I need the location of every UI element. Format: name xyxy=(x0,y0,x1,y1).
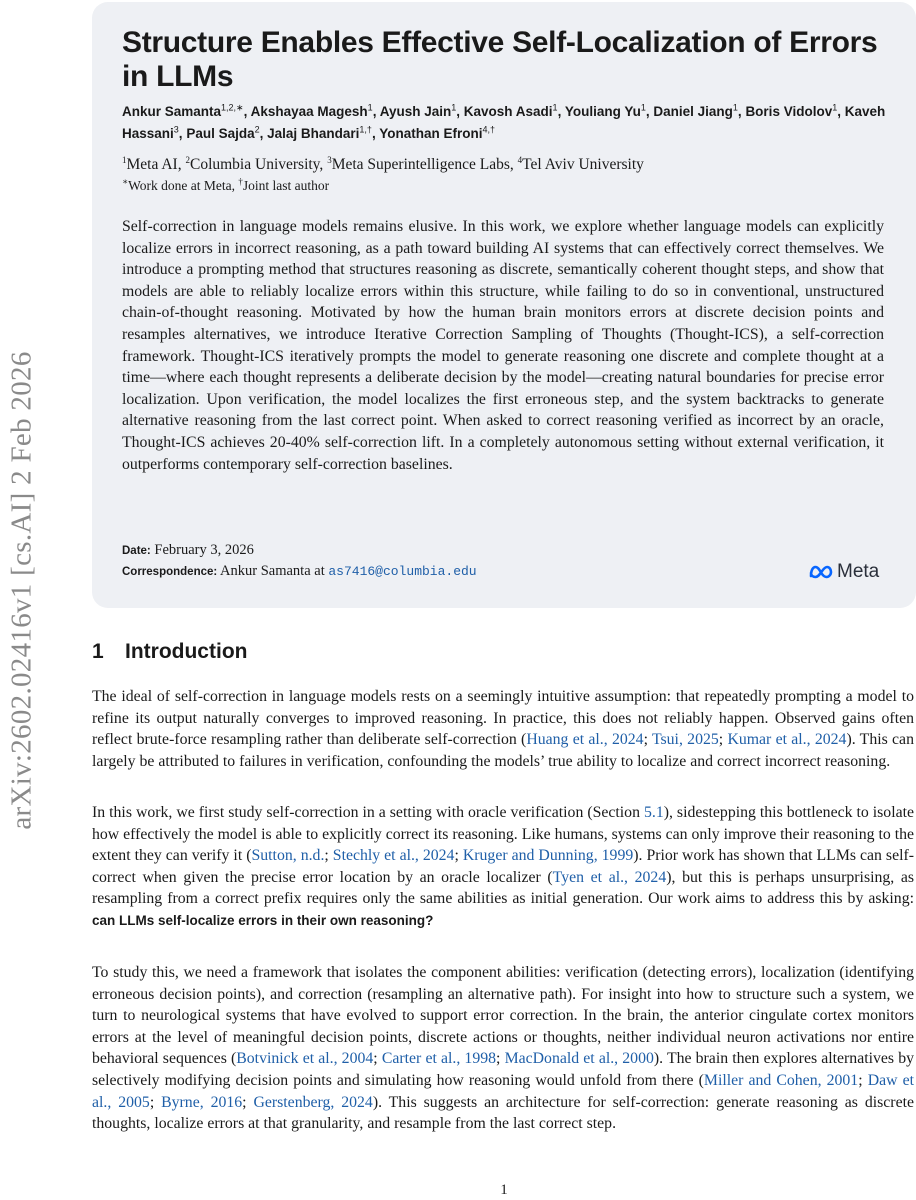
meta-logo xyxy=(808,560,888,584)
author: Yonathan Efroni$^{4,\dagger}$ xyxy=(379,124,495,141)
abstract: Self-correction in language models remains elusive. In this work, we explore whether language models can explicitly localize errors in incorrect reasoning, as a path toward building AI systems that can effectively correct themselves. We introduce a prompting method that structures reasoning as discrete, semantically coherent thought steps, and show that models are able to reliably localize errors within this structure, while failing to do so in conventional, unstructured chain-of-thought reasoning. Motivated by how the human brain monitors errors at discrete decision points and resamples alternatives, we introduce Iterative Correction Sampling of Thoughts (Thought-ICS), a self-correction framework. Thought-ICS iteratively prompts the model to generate reasoning one discrete and complete thought at a time—where each thought represents a deliberate decision by the model—creating natural boundaries for precise error localization. Upon verification, the model localizes the first erroneous step, and the system backtracks to generate alternative reasoning from the last correct point. When asked to correct reasoning verified as incorrect by an oracle, Thought-ICS achieves 20-40% self-correction lift. In a completely autonomous setting without external verification, it outperforms contemporary self-correction baselines. xyxy=(122,218,884,473)
research-question: can LLMs self-localize errors in their own reasoning? xyxy=(92,912,434,928)
paragraph-text: The ideal of self-correction in language models rests on a seemingly intuitive assumption: that repeatedly prompting a model to refine its output naturally converges to improved reasoning. In practice, this does not reliably happen. Observed gains often reflect brute-force resampling rather than deliberate self-correction ( xyxy=(92,688,914,749)
citation-link[interactable]: Tyen et al., 2024 xyxy=(552,868,667,886)
paragraph-text: ; xyxy=(149,1093,162,1111)
section-heading xyxy=(92,640,247,664)
author: Kaveh Hassani$^3$, xyxy=(122,104,886,141)
page-number: 1 xyxy=(500,1182,508,1198)
author: Akshayaa Magesh$^1$, xyxy=(250,102,380,119)
body-paragraph xyxy=(92,962,914,1135)
affiliation: $^4$Tel Aviv University xyxy=(517,154,644,173)
paragraph-text: ; xyxy=(454,847,463,865)
affiliation: $^2$Columbia University, xyxy=(185,154,328,173)
author: Daniel Jiang$^1$, xyxy=(653,102,746,119)
correspondence-email-link[interactable]: as7416@columbia.edu xyxy=(328,564,477,579)
body-paragraph xyxy=(92,802,914,932)
citation-link[interactable]: MacDonald et al., 2000 xyxy=(504,1050,654,1068)
author: Ayush Jain$^1$, xyxy=(379,102,464,119)
affiliation: $^1$Meta AI, xyxy=(122,154,186,173)
paragraph-text: ; xyxy=(324,847,333,865)
author: Youliang Yu$^1$, xyxy=(564,102,654,119)
citation-link[interactable]: Daw et al., 2005 xyxy=(92,1071,914,1111)
author: Boris Vidolov$^1$, xyxy=(745,102,845,119)
author: Ankur Samanta$^{1,2,∗}$, xyxy=(122,102,251,119)
arxiv-identifier-stamp xyxy=(2,290,42,890)
paragraph-text: ; xyxy=(242,1093,254,1111)
meta-logo-text: Meta xyxy=(837,561,880,582)
paragraph-text: ). Prior work has shown that LLMs can self-correct when given the precise error location by an oracle localizer ( xyxy=(92,847,914,886)
section-number: 1 xyxy=(92,640,104,663)
citation-link[interactable]: Gerstenberg, 2024 xyxy=(253,1093,373,1111)
citation-link[interactable]: 5.1 xyxy=(643,804,664,821)
body-paragraph xyxy=(92,686,914,772)
arxiv-identifier-text: arXiv:2602.02416v1 [cs.AI] 2 Feb 2026 xyxy=(5,350,38,830)
citation-link[interactable]: Kumar et al., 2024 xyxy=(727,731,847,749)
paper-title: Structure Enables Effective Self-Localization of Errors in LLMs xyxy=(122,26,878,93)
citation-link[interactable]: Miller and Cohen, 2001 xyxy=(703,1071,859,1089)
author: Paul Sajda$^2$, xyxy=(186,124,268,141)
citation-link[interactable]: Stechly et al., 2024 xyxy=(332,847,455,865)
citation-link[interactable]: Kruger and Dunning, 1999 xyxy=(462,847,634,865)
paragraph-text: ; xyxy=(373,1050,382,1068)
date-label: Date: xyxy=(122,545,151,557)
citation-link[interactable]: Huang et al., 2024 xyxy=(526,731,644,749)
paragraph-text: ). This can largely be attributed to failures in verification, confounding the models’ true ability to localize and correct incorrect reasoning. xyxy=(92,731,914,770)
author-footnote: ∗Work done at Meta, †Joint last author xyxy=(122,176,330,193)
paragraph-text: To study this, we need a framework that isolates the component abilities: verification (detecting errors), localization (identifying erroneous decision points), and correction (resampling an alternative path). For insight into how to structure such a system, we turn to neurological systems that have evolved to support error correction. In the brain, the anterior cingulate cortex monitors errors at the level of meaningful decision points, discrete actions or thoughts, neither individual neuron activations nor entire behavioral sequences ( xyxy=(92,964,914,1068)
citation-link[interactable]: Sutton, n.d. xyxy=(251,847,325,865)
citation-link[interactable]: Carter et al., 1998 xyxy=(381,1050,497,1068)
correspondence-line xyxy=(122,562,477,581)
paragraph-text: ; xyxy=(858,1071,868,1089)
citation-link[interactable]: Byrne, 2016 xyxy=(161,1093,243,1111)
citation-link[interactable]: Tsui, 2025 xyxy=(651,731,719,749)
affiliation: $^3$Meta Superintelligence Labs, xyxy=(327,154,518,173)
paragraph-text: In this work, we first study self-correction in a setting with oracle verification (Section xyxy=(92,804,644,821)
paragraph-text: ). This suggests an architecture for self-correction: generate reasoning as discrete thoughts, localize errors at that granularity, and resample from the last correct step. xyxy=(92,1093,914,1133)
correspondence-name: Ankur Samanta at xyxy=(220,563,325,579)
author: Kavosh Asadi$^1$, xyxy=(463,102,565,119)
date-value: February 3, 2026 xyxy=(154,542,254,558)
affiliations xyxy=(122,155,882,175)
paragraph-text: ; xyxy=(496,1050,505,1068)
section-title: Introduction xyxy=(125,640,248,663)
meta-infinity-icon xyxy=(808,564,834,580)
citation-link[interactable]: Botvinick et al., 2004 xyxy=(236,1050,374,1068)
date-line xyxy=(122,541,254,560)
paragraph-text: ), but this is perhaps unsurprising, as resampling from a correct prefix requires only the same abilities as initial generation. Our work aims to address this by asking: xyxy=(92,868,915,908)
correspondence-label: Correspondence: xyxy=(122,566,218,578)
author-list xyxy=(122,101,907,145)
paragraph-text: ), sidestepping this bottleneck to isolate how effectively the model is able to explicitly correct its reasoning. Like humans, systems can only improve their reasoning to the extent they can verify it ( xyxy=(92,804,915,865)
author: Jalaj Bhandari$^{1,\dagger}$, xyxy=(267,124,380,141)
paragraph-text: ). The brain then explores alternatives by selectively modifying decision points and simulating how reasoning would unfold from there ( xyxy=(92,1050,914,1089)
paragraph-text: ; xyxy=(643,731,652,749)
paragraph-text: ; xyxy=(718,731,728,749)
